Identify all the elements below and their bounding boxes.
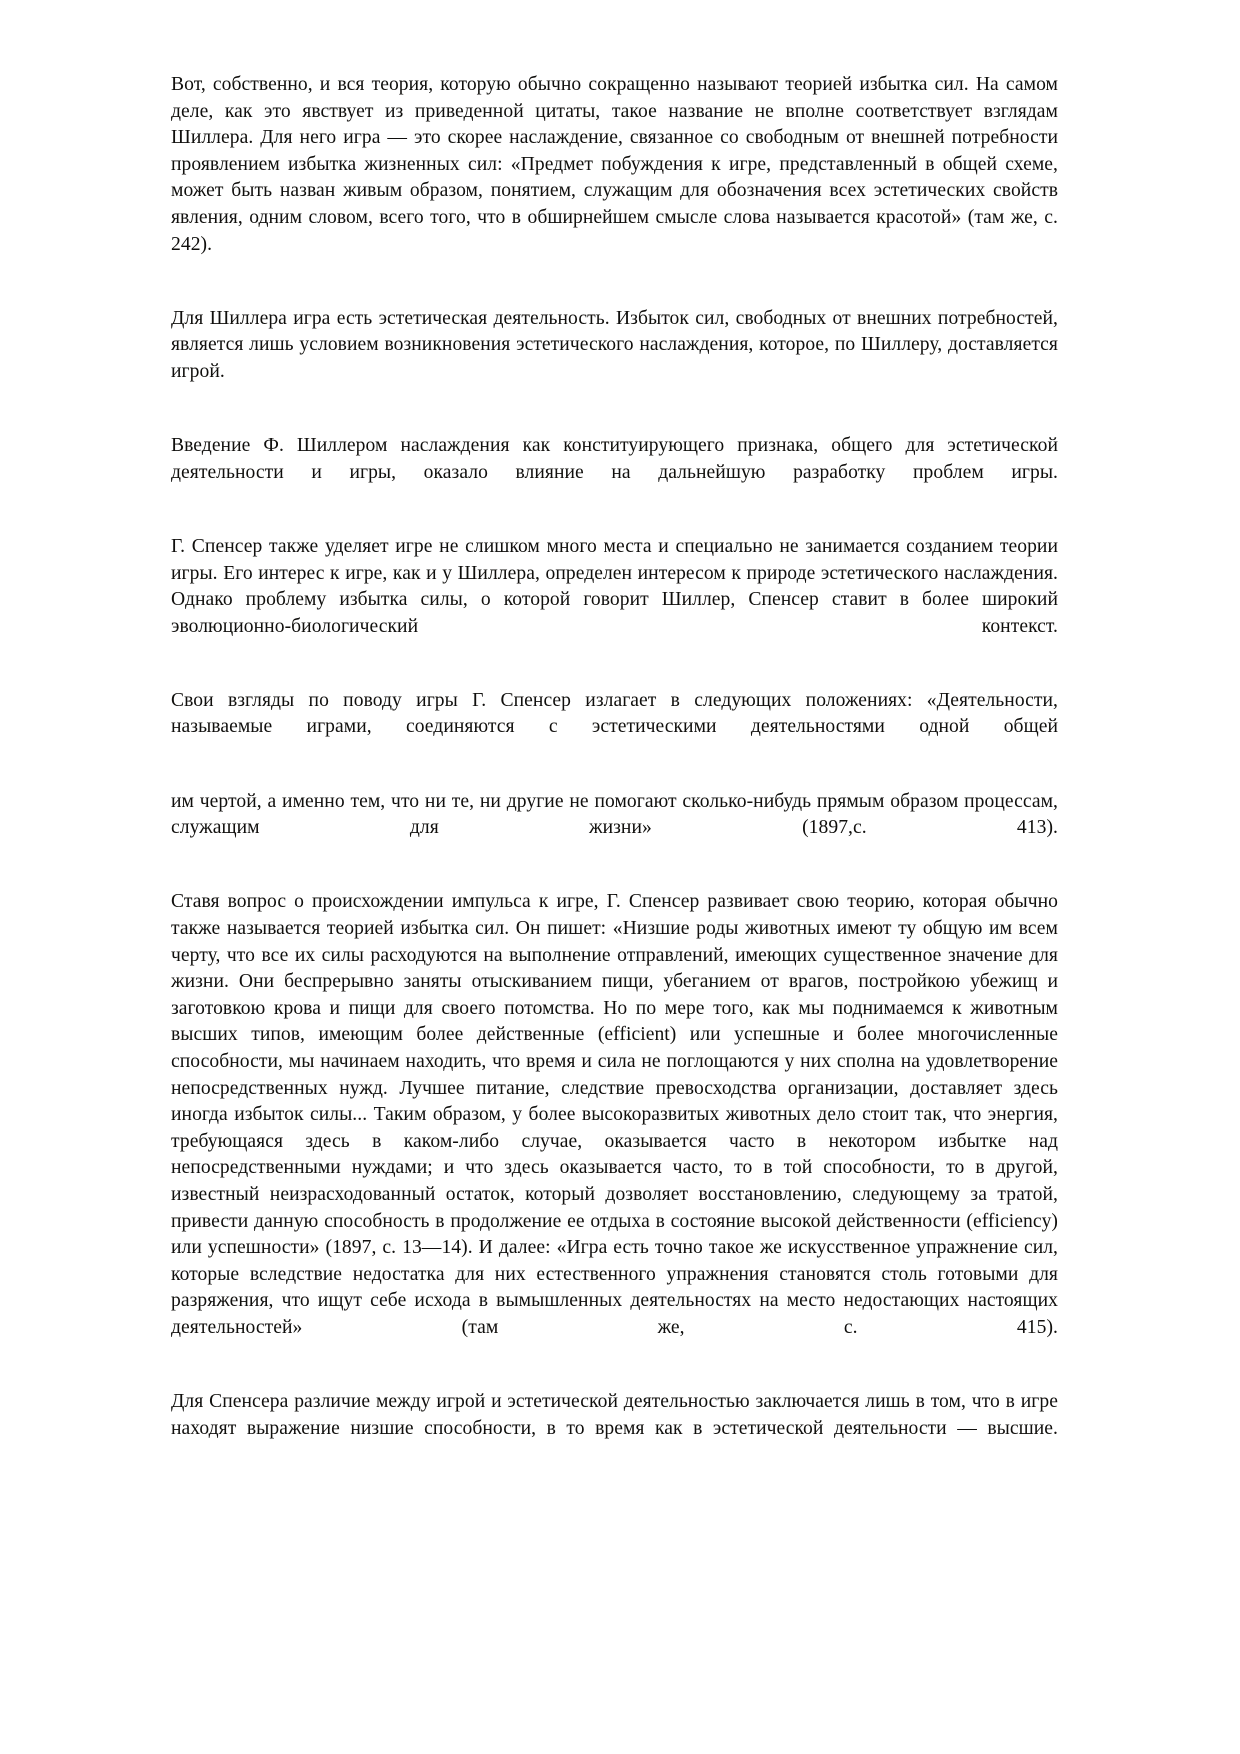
paragraph-3: Введение Ф. Шиллером наслаждения как конституирующего признака, общего для эстетической деятельности и игры, оказало влияние на дальнейшую разработку проблем игры. (171, 435, 1058, 483)
text-column (171, 72, 1058, 1469)
paragraph-1: Вот, собственно, и вся теория, которую обычно сокращенно называют теорией избытка сил. На самом деле, как это явствует из приведенной цитаты, такое название не вполне соответствует взглядам Шиллера. Для него игра — это скорее наслаждение, связанное со свободным от внешней потребности проявлением избытка жизненных сил: «Предмет побуждения к игре, представленный в общей схеме, может быть назван живым образом, понятием, служащим для обозначения всех эстетических свойств явления, одним словом, всего того, что в обширнейшем смысле слова называется красотой» (там же, с. 242). (171, 74, 1058, 255)
paragraph-5: Свои взгляды по поводу игры Г. Спенсер излагает в следующих положениях: «Деятельности, называемые играми, соединяются с эстетическими деятельностями одной общей (171, 689, 1058, 738)
paragraph-6: им чертой, а именно тем, что ни те, ни другие не помогают сколько-нибудь прямым образом процессам, служащим для жизни» (1897,с. 413). (171, 790, 1058, 839)
paragraph-4: Г. Спенсер также уделяет игре не слишком много места и специально не занимается созданием теории игры. Его интерес к игре, как и у Шиллера, определен интересом к природе эстетического наслаждения. Однако проблему избытка силы, о которой говорит Шиллер, Спенсер ставит в более широкий эволюционно-биологический контекст. (171, 535, 1058, 637)
paragraph-2: Для Шиллера игра есть эстетическая деятельность. Избыток сил, свободных от внешних потребностей, является лишь условием возникновения эстетического наслаждения, которое, по Шиллеру, доставляется игрой. (171, 307, 1058, 382)
paragraph-7: Ставя вопрос о происхождении импульса к игре, Г. Спенсер развивает свою теорию, которая обычно также называется теорией избытка сил. Он пишет: «Низшие роды животных имеют ту общую им всем черту, что все их силы расходуются на выполнение отправлений, имеющих существенное значение для жизни. Они беспрерывно заняты отыскиванием пищи, убеганием от врагов, постройкою убежищ и заготовкою крова и пищи для своего потомства. Но по мере того, как мы поднимаемся к животным высших типов, имеющим более действенные (efficient) или успешные и более многочисленные способности, мы начинаем находить, что время и сила не поглощаются у них сполна на удовлетворение непосредственных нужд. Лучшее питание, следствие превосходства организации, доставляет здесь иногда избыток силы... Таким образом, у более высокоразвитых животных дело стоит так, что энергия, требующаяся здесь в каком-либо случае, оказывается часто в некотором избытке над непосредственными нуждами; и что здесь оказывается часто, то в той способности, то в другой, известный неизрасходованный остаток, который дозволяет восстановлению, следующему за тратой, привести данную способность в продолжение ее отдыха в состояние высокой действенности (efficiency) или успешности» (1897, с. 13—14). И далее: «Игра есть точно такое же искусственное упражнение сил, которые вследствие недостатка для них естественного упражнения становятся столь готовыми для разряжения, что ищут себе исхода в вымышленных деятельностях на место недостающих настоящих деятельностей» (там же, с. 415). (171, 891, 1058, 1338)
paragraph-8: Для Спенсера различие между игрой и эстетической деятельностью заключается лишь в том, что в игре находят выражение низшие способности, в то время как в эстетической деятельности — высшие. (171, 1391, 1058, 1439)
